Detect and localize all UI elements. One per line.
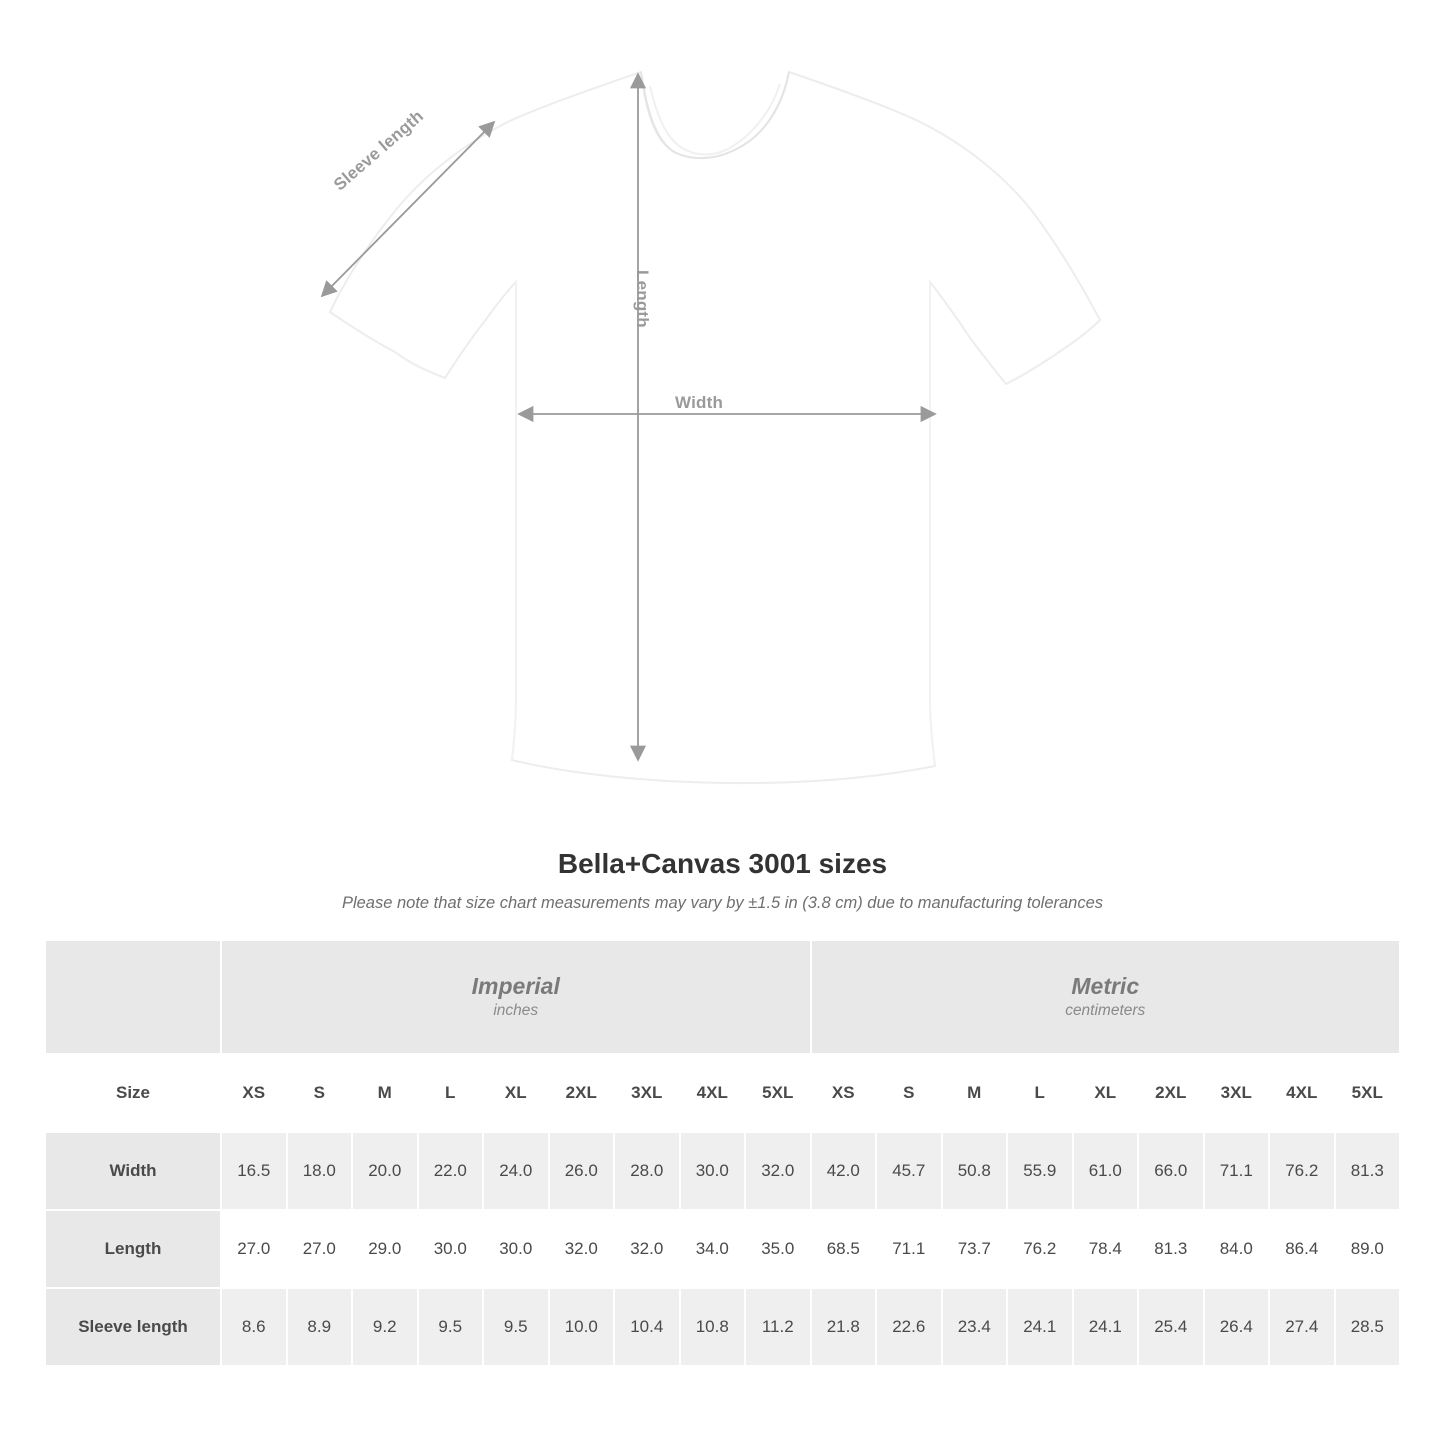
size-corner-label: Size (45, 1054, 221, 1132)
cell-sleeve-length-metric-4xl: 27.4 (1269, 1288, 1335, 1366)
cell-length-metric-4xl: 86.4 (1269, 1210, 1335, 1288)
cell-length-metric-2xl: 81.3 (1138, 1210, 1204, 1288)
cell-sleeve-length-metric-l: 24.1 (1007, 1288, 1073, 1366)
cell-sleeve-length-imperial-xl: 9.5 (483, 1288, 549, 1366)
cell-length-imperial-2xl: 32.0 (549, 1210, 615, 1288)
column-header-metric-2xl: 2XL (1138, 1054, 1204, 1132)
cell-width-imperial-l: 22.0 (418, 1132, 484, 1210)
cell-length-imperial-3xl: 32.0 (614, 1210, 680, 1288)
cell-sleeve-length-imperial-5xl: 11.2 (745, 1288, 811, 1366)
unit-system-metric (811, 940, 1401, 1054)
chart-heading (0, 848, 1445, 913)
cell-width-imperial-xs: 16.5 (221, 1132, 287, 1210)
cell-length-imperial-m: 29.0 (352, 1210, 418, 1288)
width-label: Width (675, 393, 724, 412)
size-chart-table-wrap (44, 939, 1401, 1367)
page-title: Bella+Canvas 3001 sizes (557, 848, 888, 879)
cell-sleeve-length-imperial-4xl: 10.8 (680, 1288, 746, 1366)
row-label-sleeve-length: Sleeve length (45, 1288, 221, 1366)
cell-sleeve-length-imperial-l: 9.5 (418, 1288, 484, 1366)
tshirt-shape (330, 72, 1100, 783)
cell-length-metric-3xl: 84.0 (1204, 1210, 1270, 1288)
cell-width-imperial-5xl: 32.0 (745, 1132, 811, 1210)
column-header-imperial-l: L (418, 1054, 484, 1132)
cell-sleeve-length-imperial-2xl: 10.0 (549, 1288, 615, 1366)
cell-length-metric-xl: 78.4 (1073, 1210, 1139, 1288)
column-header-imperial-2xl: 2XL (549, 1054, 615, 1132)
cell-width-metric-4xl: 76.2 (1269, 1132, 1335, 1210)
cell-length-metric-5xl: 89.0 (1335, 1210, 1401, 1288)
column-header-metric-s: S (876, 1054, 942, 1132)
column-header-imperial-m: M (352, 1054, 418, 1132)
column-header-imperial-3xl: 3XL (614, 1054, 680, 1132)
cell-width-imperial-m: 20.0 (352, 1132, 418, 1210)
cell-width-metric-xs: 42.0 (811, 1132, 877, 1210)
cell-length-metric-xs: 68.5 (811, 1210, 877, 1288)
column-header-metric-5xl: 5XL (1335, 1054, 1401, 1132)
cell-width-imperial-3xl: 28.0 (614, 1132, 680, 1210)
metric-name: Metric (1071, 973, 1140, 1000)
imperial-name: Imperial (471, 973, 560, 1000)
cell-sleeve-length-metric-2xl: 25.4 (1138, 1288, 1204, 1366)
cell-width-metric-s: 45.7 (876, 1132, 942, 1210)
unit-system-corner-cell (45, 940, 221, 1054)
cell-sleeve-length-metric-xs: 21.8 (811, 1288, 877, 1366)
unit-system-header-row (45, 940, 1400, 1054)
cell-width-imperial-2xl: 26.0 (549, 1132, 615, 1210)
cell-width-imperial-s: 18.0 (287, 1132, 353, 1210)
cell-sleeve-length-metric-5xl: 28.5 (1335, 1288, 1401, 1366)
cell-sleeve-length-imperial-s: 8.9 (287, 1288, 353, 1366)
column-header-metric-l: L (1007, 1054, 1073, 1132)
cell-length-metric-s: 71.1 (876, 1210, 942, 1288)
column-header-metric-xl: XL (1073, 1054, 1139, 1132)
cell-width-imperial-4xl: 30.0 (680, 1132, 746, 1210)
metric-unit: centimeters (1065, 1001, 1146, 1019)
column-header-imperial-s: S (287, 1054, 353, 1132)
size-chart-table (44, 939, 1401, 1367)
table-row (45, 1288, 1400, 1366)
column-header-metric-4xl: 4XL (1269, 1054, 1335, 1132)
cell-length-imperial-xl: 30.0 (483, 1210, 549, 1288)
cell-length-metric-l: 76.2 (1007, 1210, 1073, 1288)
column-header-imperial-xl: XL (483, 1054, 549, 1132)
unit-system-imperial (221, 940, 811, 1054)
cell-width-metric-m: 50.8 (942, 1132, 1008, 1210)
cell-width-metric-3xl: 71.1 (1204, 1132, 1270, 1210)
column-header-imperial-5xl: 5XL (745, 1054, 811, 1132)
cell-sleeve-length-metric-m: 23.4 (942, 1288, 1008, 1366)
tolerance-note: Please note that size chart measurements may vary by ±1.5 in (3.8 cm) due to manufacturing tolerances (341, 894, 1104, 912)
column-header-metric-m: M (942, 1054, 1008, 1132)
cell-length-imperial-5xl: 35.0 (745, 1210, 811, 1288)
cell-sleeve-length-imperial-m: 9.2 (352, 1288, 418, 1366)
column-header-metric-3xl: 3XL (1204, 1054, 1270, 1132)
cell-width-metric-2xl: 66.0 (1138, 1132, 1204, 1210)
cell-sleeve-length-metric-s: 22.6 (876, 1288, 942, 1366)
cell-sleeve-length-imperial-3xl: 10.4 (614, 1288, 680, 1366)
row-label-length: Length (45, 1210, 221, 1288)
cell-length-imperial-4xl: 34.0 (680, 1210, 746, 1288)
cell-width-metric-5xl: 81.3 (1335, 1132, 1401, 1210)
cell-width-imperial-xl: 24.0 (483, 1132, 549, 1210)
cell-length-metric-m: 73.7 (942, 1210, 1008, 1288)
column-header-metric-xs: XS (811, 1054, 877, 1132)
cell-width-metric-xl: 61.0 (1073, 1132, 1139, 1210)
cell-sleeve-length-metric-3xl: 26.4 (1204, 1288, 1270, 1366)
cell-sleeve-length-imperial-xs: 8.6 (221, 1288, 287, 1366)
length-label: Length (633, 270, 652, 328)
cell-length-imperial-l: 30.0 (418, 1210, 484, 1288)
column-header-imperial-4xl: 4XL (680, 1054, 746, 1132)
table-row (45, 1210, 1400, 1288)
cell-length-imperial-xs: 27.0 (221, 1210, 287, 1288)
column-header-imperial-xs: XS (221, 1054, 287, 1132)
table-row (45, 1132, 1400, 1210)
imperial-unit: inches (493, 1001, 539, 1019)
sleeve-length-label: Sleeve length (330, 106, 428, 195)
size-header-row (45, 1054, 1400, 1132)
row-label-width: Width (45, 1132, 221, 1210)
cell-width-metric-l: 55.9 (1007, 1132, 1073, 1210)
cell-sleeve-length-metric-xl: 24.1 (1073, 1288, 1139, 1366)
cell-length-imperial-s: 27.0 (287, 1210, 353, 1288)
